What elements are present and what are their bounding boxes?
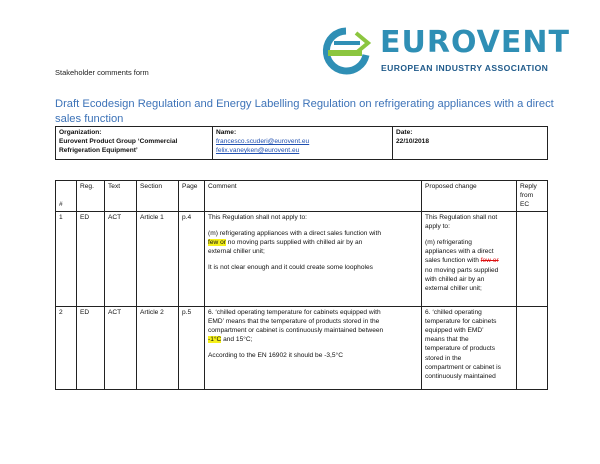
row-page: p.5 (179, 306, 205, 389)
row-reg: ED (77, 211, 105, 306)
row-num: 1 (56, 211, 77, 306)
table-header-row (56, 181, 548, 212)
proposed-line: temperature of products (425, 345, 496, 353)
row-section: Article 2 (137, 306, 179, 389)
row-section: Article 1 (137, 211, 179, 306)
proposed-line: means that the (425, 336, 469, 344)
proposed-line: 6. ‘chilled operating (425, 308, 482, 316)
col-reply-line2: EC (520, 201, 530, 209)
proposed-line: apply to: (425, 222, 450, 230)
row-reply (517, 211, 548, 306)
proposed-line: stored in the (425, 354, 462, 362)
comment-line: and 15°C; (221, 336, 253, 344)
table-row (56, 306, 548, 389)
org-value-line1: Eurovent Product Group ‘Commercial (59, 138, 178, 145)
proposed-line: continuously maintained (425, 373, 496, 381)
row-comment (205, 306, 422, 389)
comment-line: It is not clear enough and it could create some loopholes (208, 264, 373, 272)
proposed-line: no moving parts supplied (425, 266, 499, 274)
row-comment (205, 211, 422, 306)
col-comment: Comment (205, 181, 422, 212)
table-row (56, 211, 548, 306)
date-label: Date: (396, 129, 413, 136)
highlighted-text: few or (208, 239, 226, 247)
date-value: 22/10/2018 (396, 138, 430, 145)
col-reg: Reg. (77, 181, 105, 212)
comment-line: compartment or cabinet is continuously maintained between (208, 327, 384, 335)
comment-line: (m) refrigerating appliances with a direct sales function with (208, 229, 381, 237)
row-proposed (422, 306, 517, 389)
logo-tagline: EUROPEAN INDUSTRY ASSOCIATION (381, 63, 549, 73)
comment-line: external chiller unit; (208, 248, 265, 256)
date-cell (393, 127, 548, 160)
eurovent-logo (316, 25, 570, 77)
comment-line: EMD’ means that the temperature of products stored in the (208, 317, 380, 325)
org-label: Organization: (59, 129, 102, 136)
proposed-line: This Regulation shall not (425, 213, 498, 221)
highlighted-text: -1°C (208, 336, 222, 344)
comment-line: 6. ‘chilled operating temperature for cabinets equipped with (208, 308, 381, 316)
col-section: Section (137, 181, 179, 212)
row-reply (517, 306, 548, 389)
name-label: Name: (216, 129, 237, 136)
row-reg: ED (77, 306, 105, 389)
row-proposed (422, 211, 517, 306)
logo-wordmark: EUROVENT (380, 25, 570, 60)
email-link-2[interactable]: felix.vaneyken@eurovent.eu (216, 147, 300, 154)
col-num: # (56, 181, 77, 212)
name-cell (213, 127, 393, 160)
document-title: Draft Ecodesign Regulation and Energy Labelling Regulation on refrigerating appliances with a direct sales function (55, 98, 554, 125)
struck-text: few or (480, 257, 499, 265)
info-table (55, 126, 548, 160)
col-reply-line1: Reply from (520, 183, 537, 200)
comments-table (55, 180, 548, 390)
proposed-line: with chilled air by an (425, 275, 485, 283)
comment-line: According to the EN 16902 it should be -3,5°C (208, 352, 343, 360)
row-page: p.4 (179, 211, 205, 306)
proposed-line: temperature for cabinets (425, 317, 497, 325)
comment-line: no moving parts supplied with chilled air by an (225, 239, 363, 247)
col-proposed: Proposed change (422, 181, 517, 212)
row-text: ACT (105, 211, 137, 306)
eurovent-logo-icon (316, 25, 376, 77)
organization-cell (56, 127, 213, 160)
row-text: ACT (105, 306, 137, 389)
email-link-1[interactable]: francesco.scuderi@eurovent.eu (216, 138, 310, 145)
col-reply (517, 181, 548, 212)
proposed-line: sales function with (425, 257, 481, 265)
col-text: Text (105, 181, 137, 212)
comment-line: This Regulation shall not apply to: (208, 213, 307, 221)
form-label: Stakeholder comments form (55, 68, 149, 77)
col-page: Page (179, 181, 205, 212)
proposed-line: equipped with EMD’ (425, 327, 484, 335)
org-value-line2: Refrigeration Equipment’ (59, 147, 138, 154)
proposed-line: compartment or cabinet is (425, 363, 501, 371)
proposed-line: (m) refrigerating (425, 239, 472, 247)
proposed-line: appliances with a direct (425, 248, 494, 256)
row-num: 2 (56, 306, 77, 389)
proposed-line: external chiller unit; (425, 285, 482, 293)
